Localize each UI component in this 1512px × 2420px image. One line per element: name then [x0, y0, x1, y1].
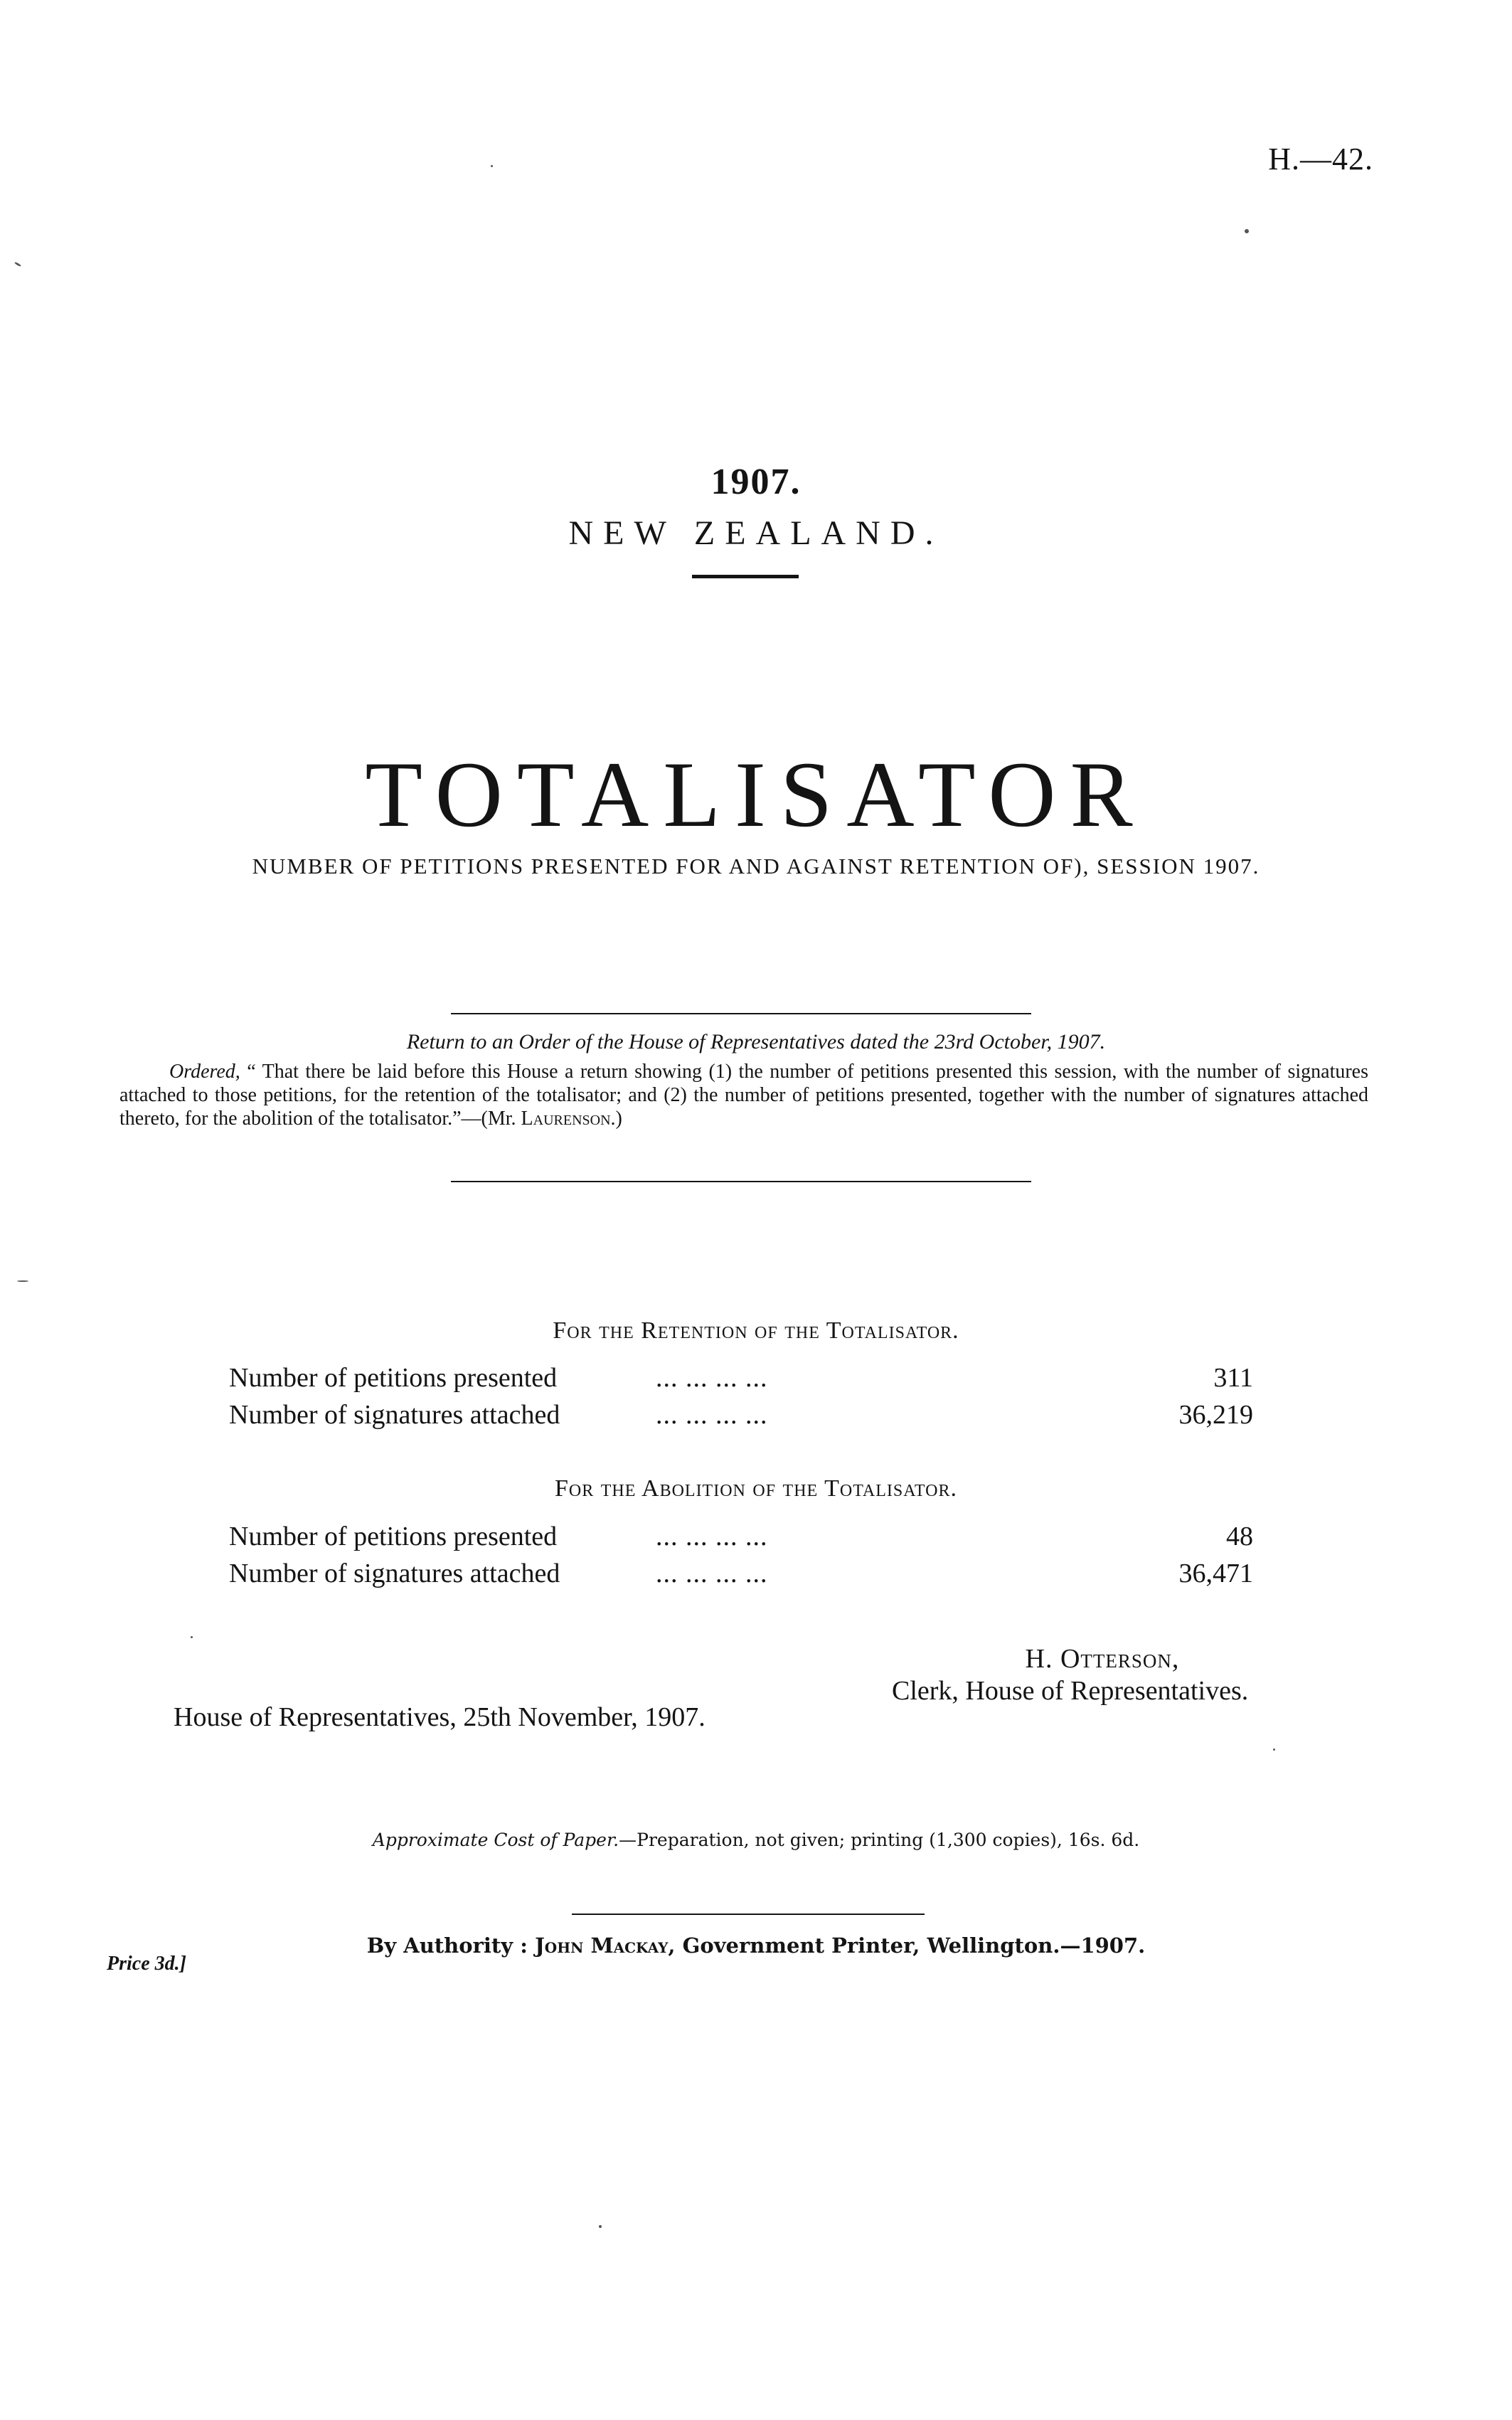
scan-speck — [491, 165, 493, 167]
printer-authority — [0, 1933, 1512, 1958]
scan-speck — [599, 2225, 602, 2228]
order-text — [119, 1060, 1368, 1130]
scan-speck — [191, 1636, 193, 1638]
price-note: Price 3d.] — [107, 1953, 186, 1975]
footer-divider — [572, 1914, 925, 1915]
order-closing: .) — [610, 1108, 622, 1130]
document-title: TOTALISATOR — [365, 742, 1147, 847]
row-value: 311 — [1213, 1363, 1253, 1393]
retention-heading: For the Retention of the Totalisator. — [553, 1317, 959, 1344]
row-value: 36,471 — [1178, 1559, 1253, 1588]
order-body-text: “ That there be laid before this House a return showing (1) the number of petitions presented this session, with the number of signatures attached to those petitions, for the retention of the totalisator; and (2) the number of petitions presented, together with the number of signatures attached thereto, for the abolition of the totalisator.”—(Mr. — [119, 1061, 1369, 1130]
row-dots: ... ... ... ... — [656, 1400, 768, 1430]
country-name: NEW ZEALAND. — [568, 514, 944, 552]
cost-of-paper — [0, 1830, 1512, 1850]
row-dots: ... ... ... ... — [656, 1522, 768, 1551]
scan-speck — [14, 262, 21, 267]
cost-text: —Preparation, not given; printing (1,300 copies), 16s. 6d. — [619, 1830, 1140, 1850]
row-dots: ... ... ... ... — [656, 1559, 768, 1588]
row-label: Number of petitions presented — [229, 1363, 558, 1393]
order-bottom-divider — [451, 1181, 1031, 1182]
document-reference: H.—42. — [1268, 142, 1373, 176]
place-and-date: House of Representatives, 25th November, 1907. — [174, 1702, 706, 1732]
masthead-divider — [692, 575, 799, 578]
authority-prefix: By Authority : — [366, 1933, 528, 1958]
order-heading: Return to an Order of the House of Representatives dated the 23rd October, 1907. — [406, 1030, 1106, 1054]
retention-petitions-row — [229, 1362, 1253, 1396]
retention-signatures-row — [229, 1399, 1253, 1433]
authority-suffix: , Government Printer, Wellington.—1907. — [668, 1933, 1146, 1958]
row-value: 48 — [1226, 1522, 1253, 1551]
order-mover: Laurenson — [521, 1108, 611, 1130]
scan-speck — [17, 1280, 28, 1282]
row-label: Number of signatures attached — [229, 1559, 560, 1588]
row-dots: ... ... ... ... — [656, 1363, 768, 1393]
signatory-name: H. Otterson, — [1025, 1644, 1180, 1674]
abolition-heading: For the Abolition of the Totalisator. — [554, 1475, 957, 1502]
scan-speck — [1273, 1748, 1275, 1751]
scan-speck — [1245, 229, 1249, 233]
order-top-divider — [451, 1013, 1031, 1014]
row-value: 36,219 — [1178, 1400, 1253, 1430]
abolition-petitions-row — [229, 1521, 1253, 1555]
document-year: 1907. — [710, 462, 802, 502]
signatory-title: Clerk, House of Representatives. — [892, 1676, 1249, 1706]
abolition-signatures-row — [229, 1558, 1253, 1592]
cost-label: Approximate Cost of Paper. — [372, 1830, 619, 1850]
printer-name: John Mackay — [535, 1933, 669, 1958]
row-label: Number of petitions presented — [229, 1522, 558, 1551]
row-label: Number of signatures attached — [229, 1400, 560, 1430]
document-subtitle: NUMBER OF PETITIONS PRESENTED FOR AND AGAINST RETENTION OF), SESSION 1907. — [252, 854, 1260, 879]
ordered-word: Ordered, — [169, 1061, 240, 1083]
